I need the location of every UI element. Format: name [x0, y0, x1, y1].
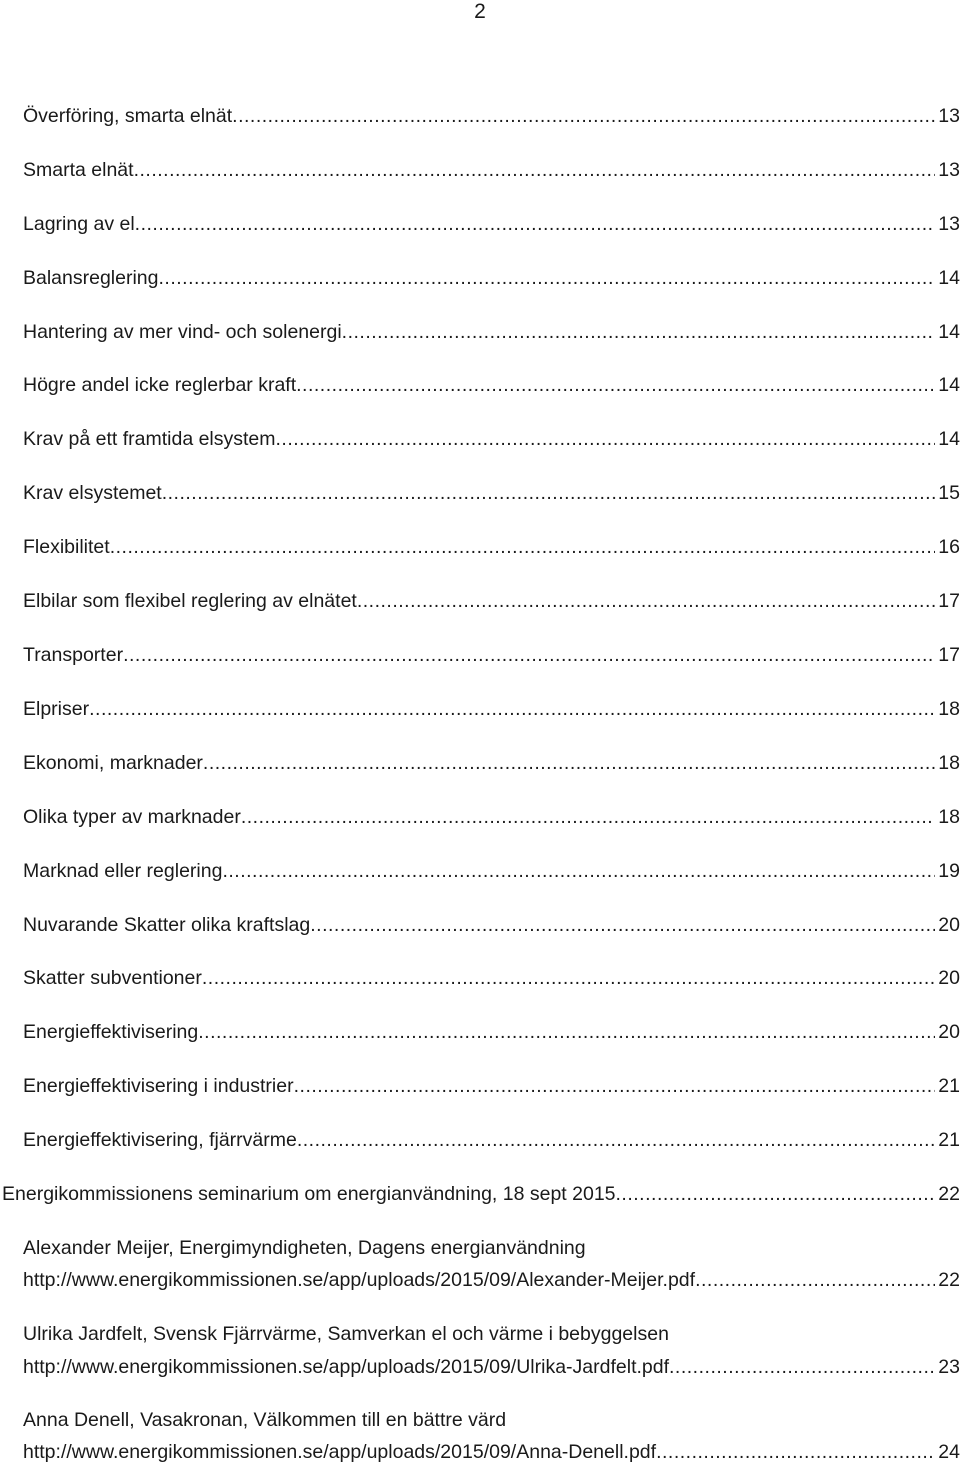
toc-entry-page: 18 — [938, 698, 960, 720]
toc-entry-title: Högre andel icke reglerbar kraft — [23, 374, 297, 396]
toc-entry-title: Balansreglering — [23, 267, 159, 289]
toc-entry-url: http://www.energikommissionen.se/app/uploads/2015/09/Ulrika-Jardfelt.pdf — [23, 1356, 670, 1378]
toc-entry-title: Energieffektivisering i industrier — [23, 1075, 294, 1097]
toc-leader-dots — [159, 263, 936, 293]
toc-leader-dots — [695, 1265, 935, 1295]
toc-leader-dots — [135, 209, 936, 239]
toc-entry-page: 24 — [938, 1441, 960, 1463]
toc-entry[interactable] — [23, 640, 960, 670]
toc-entry-page: 20 — [938, 914, 960, 936]
toc-entry-page: 18 — [938, 752, 960, 774]
toc-leader-dots — [357, 586, 935, 616]
toc-entry[interactable] — [23, 532, 960, 562]
toc-entry-title: Energieffektivisering — [23, 1021, 199, 1043]
toc-entry-page: 18 — [938, 806, 960, 828]
toc-entry-heading: Anna Denell, Vasakronan, Välkommen till en bättre värd — [23, 1409, 507, 1431]
toc-entry-page: 13 — [938, 213, 960, 235]
toc-entry-title: Transporter — [23, 644, 124, 666]
toc-entry[interactable] — [23, 209, 960, 239]
toc-entry-title: Elpriser — [23, 698, 90, 720]
toc-entry-page: 14 — [938, 267, 960, 289]
toc-entry[interactable] — [23, 317, 960, 347]
toc-entry[interactable] — [23, 1125, 960, 1155]
toc-leader-dots — [198, 1017, 935, 1047]
toc-entry-page: 19 — [938, 860, 960, 882]
toc-entry-page: 13 — [938, 159, 960, 181]
toc-entry[interactable] — [23, 802, 960, 832]
toc-leader-dots — [276, 424, 936, 454]
toc-leader-dots — [616, 1179, 936, 1209]
toc-entry[interactable] — [23, 1437, 960, 1467]
toc-entry-page: 17 — [938, 590, 960, 612]
toc-leader-dots — [669, 1352, 935, 1382]
toc-entry-title: Krav elsystemet — [23, 482, 162, 504]
toc-entry[interactable] — [23, 101, 960, 131]
toc-entry[interactable] — [23, 263, 960, 293]
toc-entry[interactable] — [23, 478, 960, 508]
toc-entry[interactable] — [23, 1352, 960, 1382]
toc-entry[interactable] — [23, 910, 960, 940]
toc-entry-page: 21 — [938, 1075, 960, 1097]
toc-entry[interactable] — [23, 694, 960, 724]
toc-entry-title: Hantering av mer vind- och solenergi — [23, 321, 342, 343]
toc-entry[interactable] — [23, 856, 960, 886]
toc-entry[interactable] — [23, 155, 960, 185]
toc-leader-dots — [222, 856, 935, 886]
toc-entry[interactable] — [23, 1265, 960, 1295]
toc-leader-dots — [203, 748, 935, 778]
toc-entry-page: 14 — [938, 374, 960, 396]
toc-leader-dots — [294, 1071, 936, 1101]
toc-entry-page: 20 — [938, 967, 960, 989]
toc-leader-dots — [134, 155, 936, 185]
toc-entry-page: 14 — [938, 428, 960, 450]
toc-entry-title: Krav på ett framtida elsystem — [23, 428, 276, 450]
toc-entry-page: 21 — [938, 1129, 960, 1151]
toc-leader-dots — [296, 370, 935, 400]
toc-leader-dots — [342, 317, 936, 347]
toc-entry[interactable] — [23, 963, 960, 993]
toc-entry[interactable] — [23, 1017, 960, 1047]
toc-leader-dots — [241, 802, 935, 832]
toc-entry-title: Skatter subventioner — [23, 967, 202, 989]
toc-leader-dots — [202, 963, 935, 993]
toc-entry-page: 20 — [938, 1021, 960, 1043]
toc-entry-title: Flexibilitet — [23, 536, 110, 558]
toc-leader-dots — [123, 640, 935, 670]
toc-entry-url: http://www.energikommissionen.se/app/uploads/2015/09/Alexander-Meijer.pdf — [23, 1269, 696, 1291]
page-number: 2 — [474, 0, 486, 23]
toc-entry-title: Smarta elnät — [23, 159, 134, 181]
toc-leader-dots — [310, 910, 935, 940]
toc-entry[interactable] — [23, 424, 960, 454]
toc-entry-page: 23 — [938, 1356, 960, 1378]
toc-leader-dots — [89, 694, 935, 724]
toc-entry-heading: Ulrika Jardfelt, Svensk Fjärrvärme, Samverkan el och värme i bebyggelsen — [23, 1323, 669, 1345]
toc-entry-page: 22 — [938, 1269, 960, 1291]
toc-entry-title: Energikommissionens seminarium om energianvändning, 18 sept 2015 — [2, 1183, 616, 1205]
toc-entry-title: Energieffektivisering, fjärrvärme — [23, 1129, 297, 1151]
toc-entry-title: Olika typer av marknader — [23, 806, 241, 828]
toc-entry-page: 15 — [938, 482, 960, 504]
toc-entry[interactable] — [23, 370, 960, 400]
toc-entry[interactable] — [23, 748, 960, 778]
toc-entry-url: http://www.energikommissionen.se/app/uploads/2015/09/Anna-Denell.pdf — [23, 1441, 657, 1463]
toc-entry[interactable] — [2, 1179, 960, 1209]
toc-entry-title: Ekonomi, marknader — [23, 752, 203, 774]
toc-entry-page: 22 — [938, 1183, 960, 1205]
toc-entry-heading: Alexander Meijer, Energimyndigheten, Dagens energianvändning — [23, 1237, 586, 1259]
toc-entry-title: Elbilar som flexibel reglering av elnätet — [23, 590, 357, 612]
toc-entry-page: 14 — [938, 321, 960, 343]
toc-leader-dots — [232, 101, 935, 131]
toc-entry-page: 13 — [938, 105, 960, 127]
toc-entry-page: 16 — [938, 536, 960, 558]
toc-leader-dots — [110, 532, 936, 562]
toc-entry-title: Lagring av el — [23, 213, 135, 235]
toc-entry-title: Nuvarande Skatter olika kraftslag — [23, 914, 311, 936]
toc-entry-page: 17 — [938, 644, 960, 666]
toc-leader-dots — [162, 478, 936, 508]
toc-entry-title: Överföring, smarta elnät — [23, 105, 233, 127]
toc-entry[interactable] — [23, 1071, 960, 1101]
toc-entry[interactable] — [23, 586, 960, 616]
toc-entry-title: Marknad eller reglering — [23, 860, 223, 882]
toc-leader-dots — [656, 1437, 935, 1467]
toc-leader-dots — [297, 1125, 935, 1155]
